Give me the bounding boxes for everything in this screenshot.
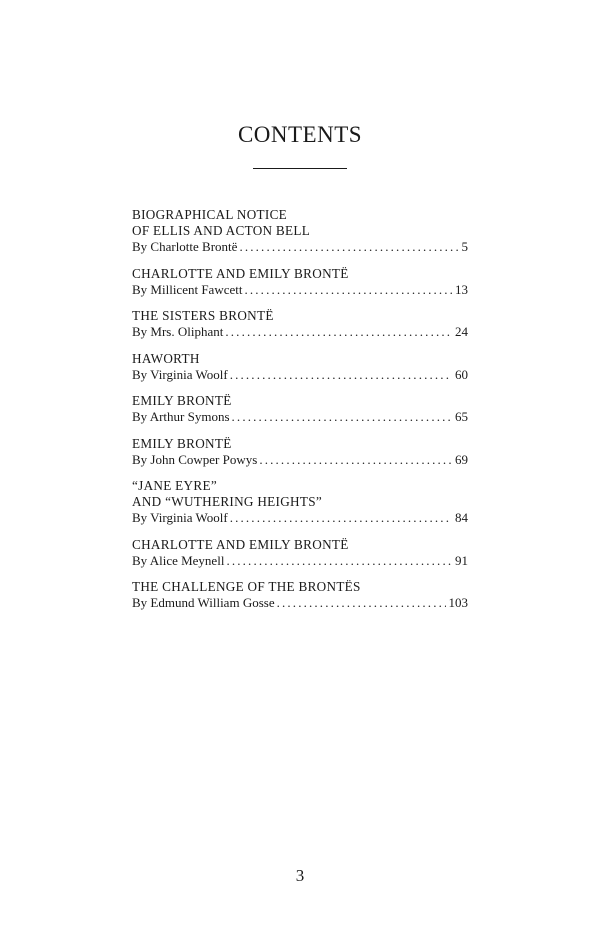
toc-entry-author-line — [132, 452, 468, 469]
toc-entry-page: 60 — [455, 366, 468, 382]
toc-entry-author: By Mrs. Oliphant — [132, 324, 224, 339]
toc-entry — [132, 579, 468, 612]
toc-entry-title: BIOGRAPHICAL NOTICE — [132, 207, 288, 222]
toc-entry-title: “JANE EYRE” — [132, 478, 217, 493]
toc-entry-author: By Virginia Woolf — [132, 510, 228, 525]
toc-entry — [132, 393, 468, 426]
toc-entry-author: By Alice Meynell — [132, 552, 225, 568]
dot-leader — [244, 282, 452, 299]
page-title: CONTENTS — [237, 122, 363, 147]
toc-entry-author-line — [132, 553, 468, 570]
toc-entry-title: THE CHALLENGE OF THE BRONTËS — [132, 579, 361, 594]
toc-entry-author-line — [132, 510, 468, 527]
toc-entry — [132, 351, 468, 384]
dot-leader — [226, 553, 452, 570]
toc-entry-author-line — [132, 324, 468, 341]
page-number: 3 — [295, 866, 305, 885]
toc-entry-author: By Virginia Woolf — [132, 366, 228, 382]
toc-entry — [132, 537, 468, 570]
toc-entry-author-line — [132, 239, 468, 256]
toc-entry-page: 65 — [455, 409, 468, 424]
toc-entry-author-line — [132, 367, 468, 384]
toc-entry-page: 24 — [455, 324, 468, 339]
toc-entry-author-line — [132, 409, 468, 426]
toc-entry-author: By Edmund William Gosse — [132, 595, 275, 610]
toc-entry-title: OF ELLIS AND ACTON BELL — [132, 223, 311, 238]
toc-entry-title: CHARLOTTE AND EMILY BRONTË — [132, 536, 349, 552]
toc-entry-title: EMILY BRONTË — [132, 393, 232, 408]
toc-entry-page: 13 — [455, 281, 468, 297]
title-rule — [253, 168, 347, 169]
table-of-contents — [132, 207, 468, 622]
dot-leader — [259, 452, 452, 469]
toc-entry-author: By Millicent Fawcett — [132, 281, 243, 297]
toc-entry-page: 69 — [455, 451, 468, 467]
toc-entry-page: 91 — [455, 552, 468, 568]
toc-entry-title: HAWORTH — [132, 350, 200, 366]
dot-leader — [225, 324, 452, 341]
toc-entry-title: EMILY BRONTË — [132, 435, 232, 451]
toc-entry-page: 5 — [461, 239, 468, 254]
dot-leader — [230, 367, 452, 384]
toc-entry-title: THE SISTERS BRONTË — [132, 308, 274, 323]
toc-entry — [132, 266, 468, 299]
toc-entry-page: 84 — [455, 510, 468, 525]
dot-leader — [230, 510, 452, 527]
dot-leader — [232, 409, 452, 426]
toc-entry-author: By John Cowper Powys — [132, 451, 258, 467]
toc-entry-title: AND “WUTHERING HEIGHTS” — [132, 494, 323, 509]
dot-leader — [277, 595, 446, 612]
toc-entry-author: By Charlotte Brontë — [132, 239, 238, 254]
toc-entry-author-line — [132, 282, 468, 299]
toc-entry-page: 103 — [448, 595, 468, 610]
toc-entry — [132, 207, 468, 256]
toc-entry-title: CHARLOTTE AND EMILY BRONTË — [132, 265, 349, 281]
toc-entry-author-line — [132, 595, 468, 612]
toc-entry-author: By Arthur Symons — [132, 409, 230, 424]
toc-entry — [132, 308, 468, 341]
dot-leader — [239, 239, 458, 256]
toc-entry — [132, 436, 468, 469]
toc-entry — [132, 478, 468, 527]
